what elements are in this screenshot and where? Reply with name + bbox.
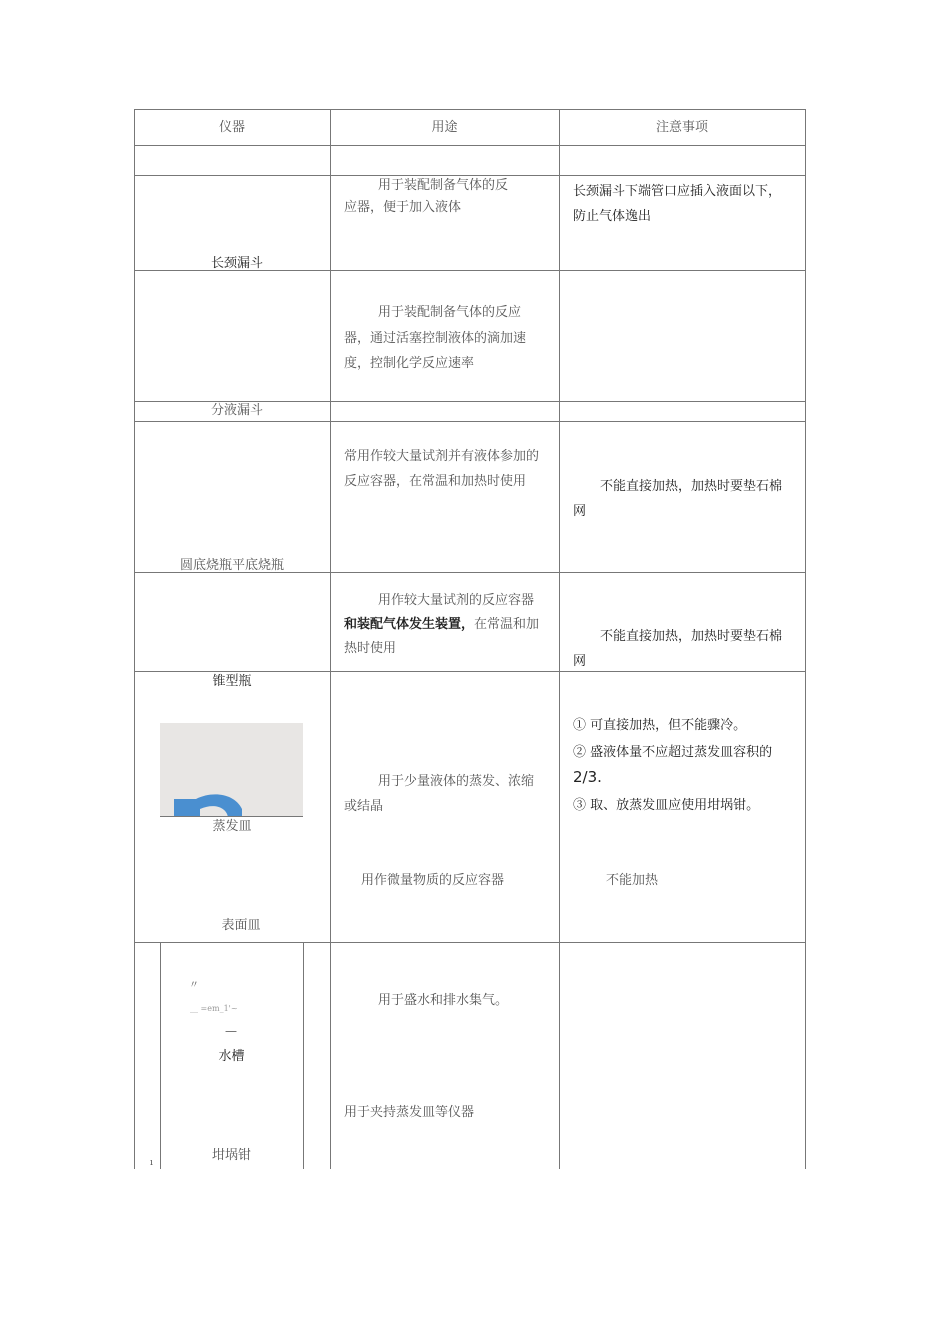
note-line: 不能直接加热，加热时要垫石棉 bbox=[600, 629, 783, 644]
note-line-fraction: 2/3. bbox=[573, 768, 602, 786]
usage-line: 反应容器，在常温和加热时使用 bbox=[344, 474, 527, 489]
usage-line: 度，控制化学反应速率 bbox=[344, 356, 475, 371]
instrument-name-watch-glass: 表面皿 bbox=[221, 918, 261, 933]
note-line: ③ 取、放蒸发皿应使用坩埚钳。 bbox=[573, 798, 760, 813]
header-notes: 注意事项 bbox=[655, 120, 708, 135]
instrument-name-crucible-tongs: 坩埚钳 bbox=[211, 1148, 251, 1163]
header-usage: 用途 bbox=[431, 120, 458, 135]
image-residue-mark: __ =em_1'~ bbox=[190, 1004, 238, 1013]
usage-line: 用于少量液体的蒸发、浓缩 bbox=[378, 774, 535, 789]
usage-line: 用于装配制备气体的反 bbox=[378, 178, 509, 193]
usage-line: 器，通过活塞控制液体的滴加速 bbox=[344, 331, 527, 346]
note-line: ① 可直接加热，但不能骤冷。 bbox=[573, 718, 747, 733]
note-line: 防止气体逸出 bbox=[573, 209, 652, 224]
image-residue-mark: — bbox=[225, 1024, 237, 1038]
dish-glyph-icon bbox=[160, 723, 303, 817]
image-residue-mark: 〃 bbox=[189, 980, 199, 991]
instrument-name-separatory-funnel: 分液漏斗 bbox=[210, 403, 263, 418]
evaporating-dish-image bbox=[160, 723, 303, 817]
instrument-name-evaporating-dish: 蒸发皿 bbox=[212, 819, 252, 834]
note-line: ② 盛液体量不应超过蒸发皿容积的 bbox=[573, 745, 773, 760]
note-line: 长颈漏斗下端管口应插入液面以下， bbox=[573, 184, 782, 199]
usage-line: 用于盛水和排水集气。 bbox=[378, 993, 509, 1008]
usage-line: 用于装配制备气体的反应 bbox=[378, 305, 522, 320]
instrument-name-flasks: 圆底烧瓶平底烧瓶 bbox=[179, 558, 284, 573]
usage-line bbox=[344, 612, 539, 637]
instrument-name-water-trough: 水槽 bbox=[218, 1049, 245, 1064]
usage-line: 用于夹持蒸发皿等仪器 bbox=[344, 1105, 475, 1120]
instrument-name-long-neck-funnel: 长颈漏斗 bbox=[210, 256, 263, 271]
image-residue-mark: ı bbox=[150, 1158, 153, 1168]
usage-line: 或结晶 bbox=[344, 799, 384, 814]
note-line: 网 bbox=[573, 504, 587, 519]
usage-line: 常用作较大量试剂并有液体参加的 bbox=[344, 449, 540, 464]
usage-line: 热时使用 bbox=[344, 641, 397, 656]
usage-line: 用作较大量试剂的反应容器 bbox=[378, 593, 535, 608]
note-line: 网 bbox=[573, 654, 587, 669]
note-line: 不能直接加热，加热时要垫石棉 bbox=[600, 479, 783, 494]
usage-emphasis: 和装配气体发生装置， bbox=[344, 617, 475, 632]
instrument-name-conical-flask: 锥型瓶 bbox=[212, 674, 252, 689]
usage-line: 应器，便于加入液体 bbox=[344, 200, 462, 215]
usage-rest: 在常温和加 bbox=[474, 617, 540, 632]
usage-line: 用作微量物质的反应容器 bbox=[361, 873, 505, 888]
header-instrument: 仪器 bbox=[218, 120, 245, 135]
note-line: 不能加热 bbox=[606, 873, 659, 888]
